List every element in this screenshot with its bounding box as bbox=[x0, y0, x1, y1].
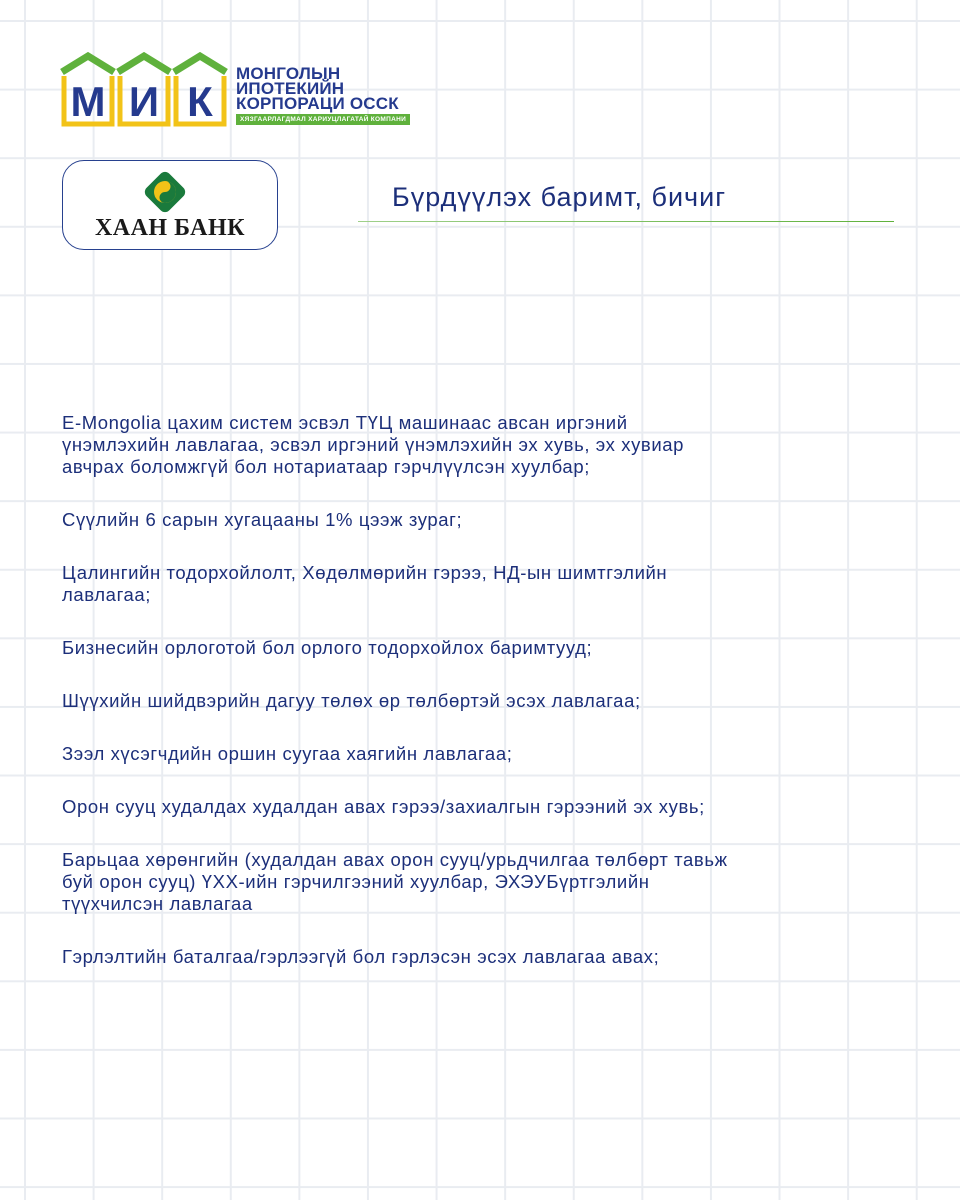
svg-text:М: М bbox=[70, 78, 106, 125]
mik-name-line: МОНГОЛЫН bbox=[236, 64, 341, 83]
title-underline bbox=[358, 221, 894, 222]
page-title: Бүрдүүлэх баримт, бичиг bbox=[392, 182, 727, 212]
requirements-list bbox=[62, 412, 942, 999]
khan-bank-emblem-icon bbox=[142, 169, 188, 215]
list-item: Сүүлийн 6 сарын хугацааны 1% цээж зураг; bbox=[62, 509, 463, 530]
list-item: Орон сууц худалдах худалдан авах гэрээ/захиалгын гэрээний эх хувь; bbox=[62, 796, 705, 817]
mik-name-line: КОРПОРАЦИ ОССК bbox=[236, 94, 399, 113]
list-item: Барьцаа хөрөнгийн (худалдан авах орон сууц/урьдчилгаа төлбөрт тавьж буй орон сууц) ҮХХ-ийн гэрчилгээний хуулбар, ЭХЭУБүртгэлийн түүхчилсэн лавлагаа bbox=[62, 849, 728, 914]
list-item: E-Mongolia цахим систем эсвэл ТҮЦ машинаас авсан иргэний үнэмлэхийн лавлагаа, эсвэл иргэний үнэмлэхийн эх хувь, эх хувиар авчрах боломжгүй бол нотариатаар гэрчлүүлсэн хуулбар; bbox=[62, 412, 685, 477]
list-item: Гэрлэлтийн баталгаа/гэрлээгүй бол гэрлэсэн эсэх лавлагаа авах; bbox=[62, 946, 660, 967]
list-item: Бизнесийн орлоготой бол орлого тодорхойлох баримтууд; bbox=[62, 637, 593, 658]
bank-name: ХААН БАНК bbox=[94, 215, 246, 241]
mik-company-name bbox=[236, 66, 399, 111]
mik-house-logo-icon bbox=[60, 52, 230, 128]
mik-tagline: ХЯЗГААРЛАГДМАЛ ХАРИУЦЛАГАТАЙ КОМПАНИ bbox=[236, 114, 410, 125]
list-item: Зээл хүсэгчдийн оршин суугаа хаягийн лавлагаа; bbox=[62, 743, 513, 764]
list-item: Шүүхийн шийдвэрийн дагуу төлөх өр төлбөртэй эсэх лавлагаа; bbox=[62, 690, 641, 711]
mik-logo bbox=[60, 52, 420, 132]
list-item: Цалингийн тодорхойлолт, Хөдөлмөрийн гэрээ, НД-ын шимтгэлийн лавлагаа; bbox=[62, 562, 668, 605]
svg-text:И: И bbox=[128, 78, 160, 125]
svg-text:К: К bbox=[187, 78, 213, 125]
khan-bank-logo bbox=[62, 160, 278, 250]
mik-name-line: ИПОТЕКИЙН bbox=[236, 79, 345, 98]
